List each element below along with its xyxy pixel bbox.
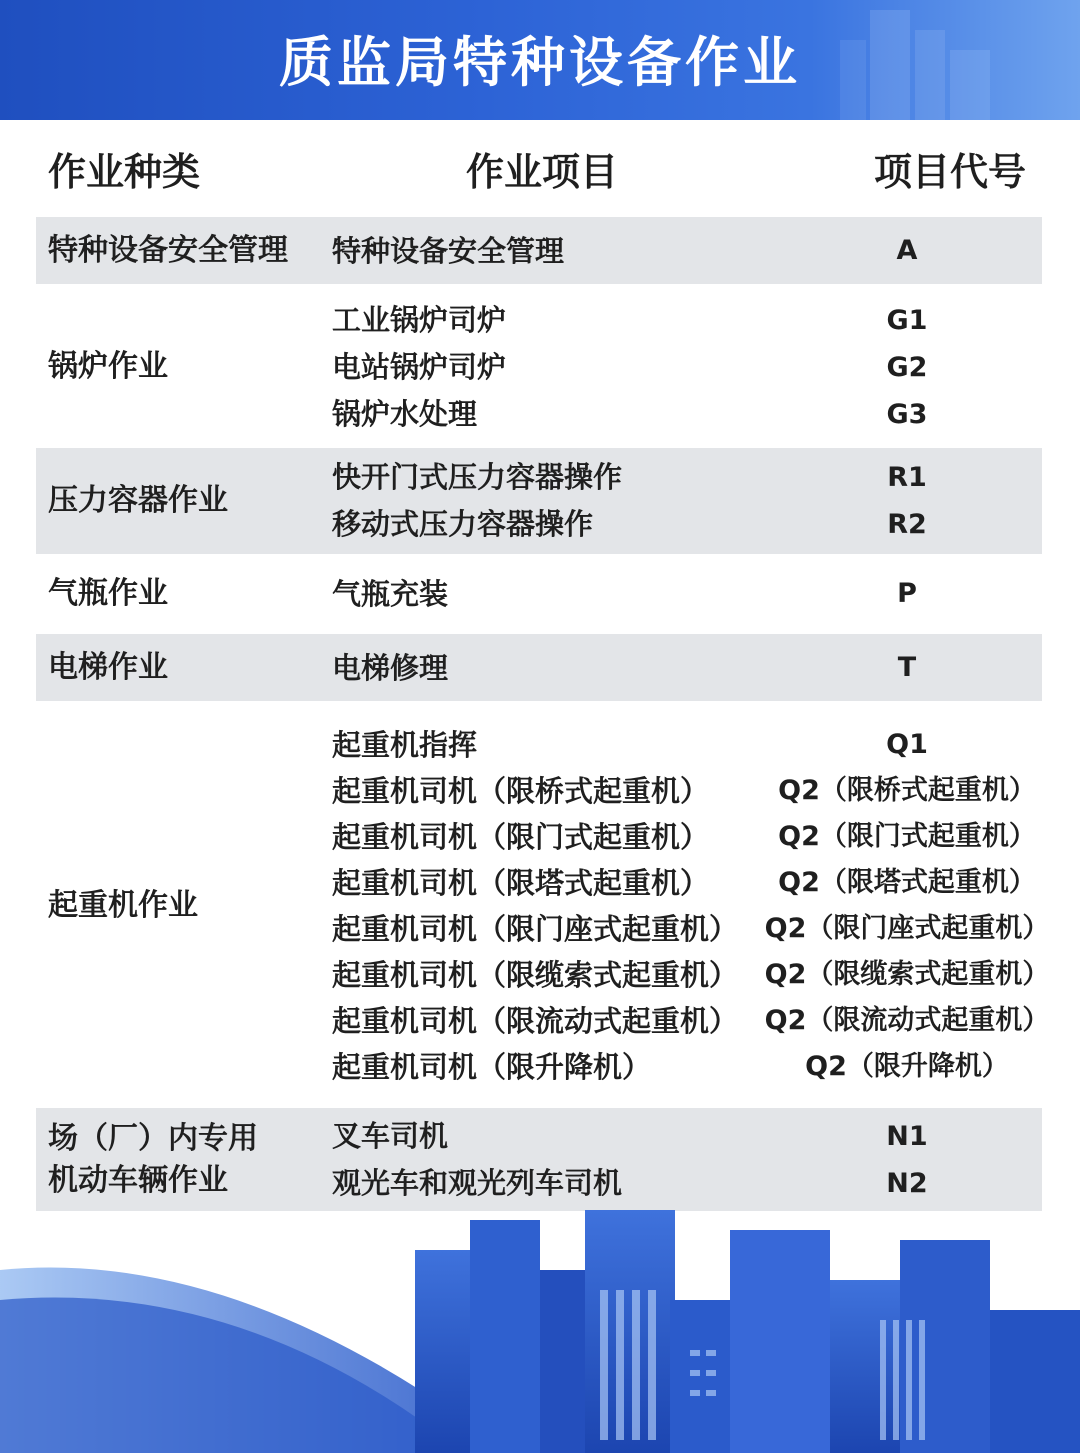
table-row <box>36 448 1042 554</box>
item-code: Q2（限缆索式起重机） <box>764 959 1050 990</box>
item-code: R2 <box>887 509 927 540</box>
item-code: G1 <box>886 304 928 336</box>
row-category <box>48 1108 318 1211</box>
table-row <box>36 712 1050 1100</box>
row-category <box>48 217 318 284</box>
row-codes <box>736 712 1066 1100</box>
item-code: N1 <box>886 1120 928 1152</box>
row-codes <box>736 294 1066 440</box>
row-category <box>48 562 318 626</box>
item-label: 起重机司机（限升降机） <box>332 1050 652 1084</box>
item-code: Q1 <box>886 729 928 760</box>
item-code: Q2（限升降机） <box>805 1051 1009 1082</box>
table-header <box>0 128 1080 216</box>
header-item: 作业项目 <box>466 150 619 194</box>
header-code: 项目代号 <box>874 150 1027 194</box>
page-title: 质监局特种设备作业 <box>279 30 801 94</box>
item-label: 快开门式压力容器操作 <box>332 460 623 494</box>
category-line: 压力容器作业 <box>48 483 228 518</box>
row-codes <box>736 448 1066 554</box>
category-line: 机动车辆作业 <box>48 1162 228 1198</box>
item-code: G2 <box>886 351 928 383</box>
table-row <box>36 634 1042 701</box>
row-category <box>48 294 318 440</box>
item-label: 起重机司机（限塔式起重机） <box>332 866 710 900</box>
item-code: N2 <box>886 1167 928 1199</box>
item-label: 起重机司机（限缆索式起重机） <box>332 958 739 992</box>
item-label: 特种设备安全管理 <box>332 233 565 268</box>
item-label: 电梯修理 <box>332 650 449 685</box>
item-label: 起重机司机（限门座式起重机） <box>332 912 739 946</box>
row-items <box>332 1108 782 1211</box>
row-items <box>332 712 782 1100</box>
category-line: 场（厂）内专用 <box>48 1120 258 1156</box>
row-category <box>48 448 318 554</box>
row-category <box>48 634 318 701</box>
category-line: 电梯作业 <box>48 649 168 685</box>
row-items <box>332 217 782 284</box>
header-category: 作业种类 <box>48 150 201 194</box>
row-items <box>332 634 782 701</box>
item-label: 起重机司机（限流动式起重机） <box>332 1004 739 1038</box>
item-code: T <box>897 651 917 683</box>
city-skyline-illustration <box>0 1210 1080 1453</box>
row-codes <box>736 634 1066 701</box>
item-code: Q2（限门座式起重机） <box>764 913 1050 944</box>
item-label: 起重机司机（限门式起重机） <box>332 820 710 854</box>
item-code: Q2（限流动式起重机） <box>764 1005 1050 1036</box>
table-row <box>36 1108 1042 1211</box>
table-row <box>36 217 1042 284</box>
category-line: 气瓶作业 <box>48 576 168 611</box>
item-label: 叉车司机 <box>332 1118 449 1153</box>
item-code: Q2（限桥式起重机） <box>778 775 1036 806</box>
title-banner <box>0 0 1080 120</box>
row-items <box>332 562 782 626</box>
item-label: 锅炉水处理 <box>332 396 478 431</box>
item-code: P <box>897 578 917 609</box>
category-line: 锅炉作业 <box>48 349 168 384</box>
item-code: Q2（限塔式起重机） <box>778 867 1036 898</box>
item-code: G3 <box>886 398 928 430</box>
category-line: 特种设备安全管理 <box>48 232 288 268</box>
item-label: 起重机司机（限桥式起重机） <box>332 774 710 808</box>
row-items <box>332 448 782 554</box>
row-category <box>48 712 318 1100</box>
item-label: 气瓶充装 <box>332 577 449 611</box>
table-row <box>36 294 1042 440</box>
row-codes <box>736 562 1066 626</box>
item-code: A <box>896 234 918 266</box>
item-label: 观光车和观光列车司机 <box>332 1165 623 1200</box>
row-codes <box>736 217 1066 284</box>
item-code: R1 <box>887 462 927 493</box>
item-code: Q2（限门式起重机） <box>778 821 1036 852</box>
item-label: 工业锅炉司炉 <box>332 302 507 337</box>
item-label: 电站锅炉司炉 <box>332 349 507 384</box>
table-row <box>36 562 1042 626</box>
row-items <box>332 294 782 440</box>
item-label: 移动式压力容器操作 <box>332 507 594 541</box>
row-codes <box>736 1108 1066 1211</box>
category-line: 起重机作业 <box>48 888 198 923</box>
item-label: 起重机指挥 <box>332 728 478 762</box>
